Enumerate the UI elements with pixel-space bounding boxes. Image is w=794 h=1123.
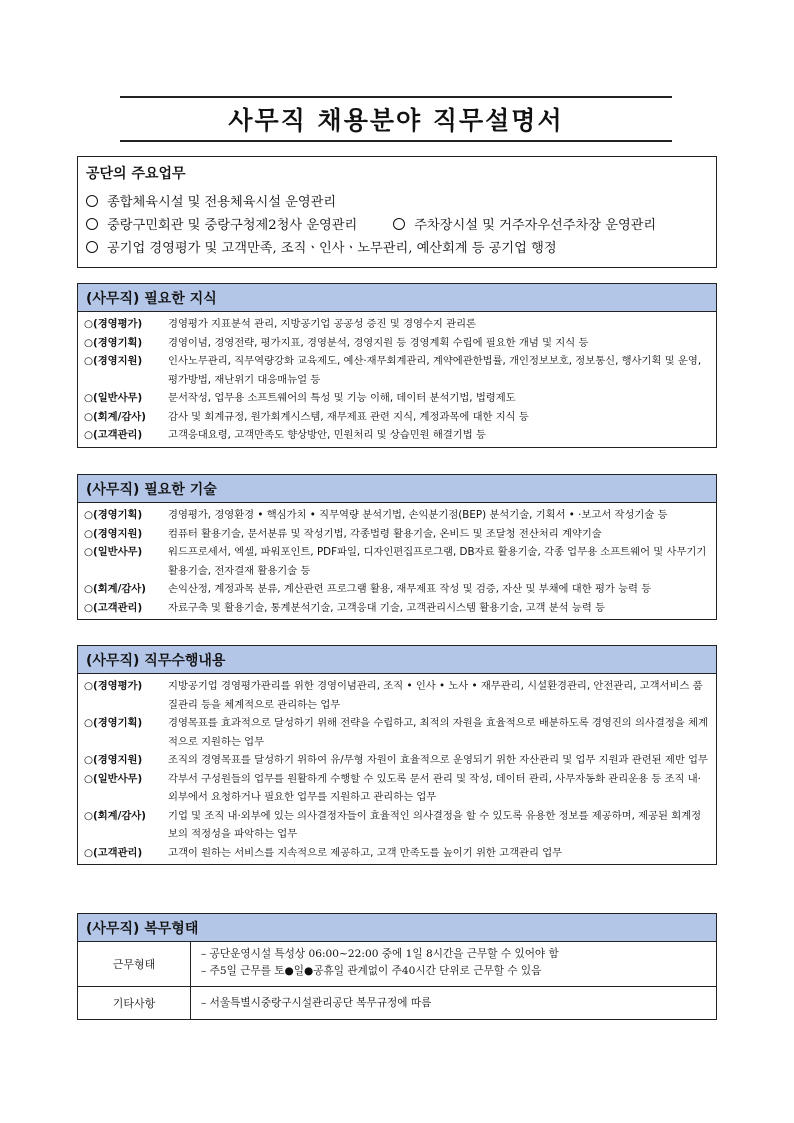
item-description: 워드프로세서, 엑셀, 파워포인트, PDF파일, 디자인편집프로그램, DB자료 활용기술, 각종 업무용 소프트웨어 및 사무기기 활용기술, 전자결재 활용기술 등 <box>168 546 707 577</box>
list-item <box>84 525 710 544</box>
item-description: 조직의 경영목표를 달성하기 위하여 유/무형 자원이 효율적으로 운영되기 위한 자산관리 및 업무 지원과 관련된 제반 업무 <box>168 754 708 766</box>
list-item <box>84 315 710 334</box>
item-category: ○(경영기획) <box>84 717 143 729</box>
item-description: 지방공기업 경영평가관리를 위한 경영이념관리, 조직 • 인사 • 노사 • 재무관리, 시설환경관리, 안전관리, 고객서비스 품질관리 등을 체계적으로 관리하는 업무 <box>168 680 703 711</box>
item-description: 고객이 원하는 서비스를 지속적으로 제공하고, 고객 만족도를 높이기 위한 고객관리 업무 <box>168 846 563 859</box>
list-item <box>84 677 710 714</box>
item-category: ○(경영평가) <box>84 318 143 330</box>
key-business-heading: 공단의 주요업무 <box>86 166 186 182</box>
business-item: 중랑구민회관 및 중랑구청제2청사 운영관리 <box>107 218 358 233</box>
item-description: 기업 및 조직 내·외부에 있는 의사결정자들이 효율적인 의사결정을 할 수 있도록 유용한 정보를 제공하며, 제공된 회계정보의 적정성을 파악하는 업무 <box>168 809 702 840</box>
list-item <box>84 543 710 580</box>
list-item <box>84 352 710 389</box>
item-category: ○(고객관리) <box>84 601 143 614</box>
item-category: ○(일반사무) <box>84 772 143 785</box>
circle-bullet-icon <box>86 195 98 207</box>
item-category: ○(회계/감사) <box>84 809 146 822</box>
value-line: – 공단운영시설 특성상 06:00~22:00 중에 1일 8시간을 근무할 수 있어야 함 <box>201 948 559 960</box>
item-category: ○(경영기획) <box>84 509 143 521</box>
item-category: ○(회계/감사) <box>84 583 146 595</box>
item-description: 고객응대요령, 고객만족도 향상방안, 민원처리 및 상습민원 해결기법 등 <box>168 429 486 441</box>
item-category: ○(경영기획) <box>84 336 143 349</box>
item-description: 자료구축 및 활용기술, 통계분석기술, 고객응대 기술, 고객관리시스템 활용기술, 고객 분석 능력 등 <box>168 601 606 614</box>
row-label: 근무형태 <box>78 942 191 986</box>
table-row <box>78 942 716 987</box>
list-item <box>84 506 710 525</box>
item-category: ○(고객관리) <box>84 429 143 441</box>
list-item <box>84 807 710 844</box>
item-description: 인사노무관리, 직무역량강화 교육제도, 예산·재무회계관리, 계약에관한법률, 개인정보보호, 정보통신, 행사기획 및 운영, 평가방법, 재난위기 대응매뉴얼 등 <box>168 355 702 386</box>
item-description: 경영평가, 경영환경 • 핵심가치 • 직무역량 분석기법, 손익분기점(BEP) 분석기술, 기획서 • ·보고서 작성기술 등 <box>168 509 668 521</box>
item-category: ○(경영지원) <box>84 355 143 367</box>
item-description: 경영평가 지표분석 관리, 지방공기업 공공성 증진 및 경영수지 관리론 <box>168 318 476 330</box>
document-title: 사무직 채용분야 직무설명서 <box>228 106 564 135</box>
list-item <box>84 580 710 599</box>
value-line: – 서울특별시중랑구시설관리공단 복무규정에 따름 <box>201 996 432 1009</box>
business-item: 종합체육시설 및 전용체육시설 운영관리 <box>107 195 337 210</box>
list-item <box>84 751 710 770</box>
knowledge-heading: (사무직) 필요한 지식 <box>78 284 716 312</box>
row-value <box>191 987 716 1019</box>
item-category: ○(일반사무) <box>84 546 143 558</box>
item-category: ○(일반사무) <box>84 392 143 404</box>
row-value <box>191 942 716 986</box>
list-item <box>84 334 710 353</box>
item-description: 경영목표를 효과적으로 달성하기 위해 전략을 수립하고, 최적의 자원을 효율적으로 배분하도록 경영진의 의사결정을 체계적으로 지원하는 업무 <box>168 717 708 748</box>
list-item <box>84 599 710 618</box>
list-item <box>84 389 710 408</box>
item-description: 감사 및 회계규정, 원가회계시스템, 재무제표 관련 지식, 계정과목에 대한 지식 등 <box>168 410 529 423</box>
knowledge-list <box>78 312 716 447</box>
duties-section <box>77 645 717 865</box>
item-description: 문서작성, 업무용 소프트웨어의 특성 및 기능 이해, 데이터 분석기법, 법령제도 <box>168 392 516 404</box>
key-business-box <box>77 156 717 268</box>
item-category: ○(경영평가) <box>84 680 143 692</box>
list-item <box>84 844 710 863</box>
skills-heading: (사무직) 필요한 기술 <box>78 475 716 503</box>
duties-list <box>78 674 716 864</box>
business-row <box>86 189 708 212</box>
list-item <box>84 408 710 427</box>
work-type-heading: (사무직) 복무형태 <box>78 914 716 942</box>
item-description: 컴퓨터 활용기술, 문서분류 및 작성기법, 각종법령 활용기술, 온비드 및 조달청 전산처리 계약기술 <box>168 527 602 540</box>
list-item <box>84 770 710 807</box>
table-row <box>78 987 716 1019</box>
work-type-table <box>77 913 717 1020</box>
item-description: 손익산정, 계정과목 분류, 계산관련 프로그램 활용, 재무제표 작성 및 검증, 자산 및 부채에 대한 평가 능력 등 <box>168 583 652 595</box>
list-item <box>84 426 710 445</box>
value-line: – 주5일 근무를 토●일●공휴일 관계없이 주40시간 단위로 근무할 수 있음 <box>201 965 542 977</box>
title-box <box>120 96 672 142</box>
business-row <box>86 212 708 235</box>
business-item: 공기업 경영평가 및 고객만족, 조직ㆍ인사ㆍ노무관리, 예산회계 등 공기업 행정 <box>107 241 557 256</box>
circle-bullet-icon <box>86 241 98 253</box>
duties-heading: (사무직) 직무수행내용 <box>78 646 716 674</box>
item-category: ○(경영지원) <box>84 527 143 540</box>
item-category: ○(경영지원) <box>84 754 143 766</box>
skills-section <box>77 474 717 620</box>
list-item <box>84 714 710 751</box>
item-description: 경영이념, 경영전략, 평가지표, 경영분석, 경영지원 등 경영계획 수립에 필요한 개념 및 지식 등 <box>168 336 589 349</box>
circle-bullet-icon <box>393 218 405 230</box>
knowledge-section <box>77 283 717 448</box>
business-row <box>86 235 708 258</box>
circle-bullet-icon <box>86 218 98 230</box>
row-label: 기타사항 <box>78 987 191 1019</box>
skills-list <box>78 503 716 619</box>
item-category: ○(고객관리) <box>84 846 143 859</box>
item-category: ○(회계/감사) <box>84 410 146 423</box>
business-item: 주차장시설 및 거주자우선주차장 운영관리 <box>414 218 657 233</box>
item-description: 각부서 구성원들의 업무를 원활하게 수행할 수 있도록 문서 관리 및 작성, 데이터 관리, 사무자동화 관리운용 등 조직 내·외부에서 요청하거나 필요한 업무를 지원하고 관리하는 업무 <box>168 772 701 803</box>
